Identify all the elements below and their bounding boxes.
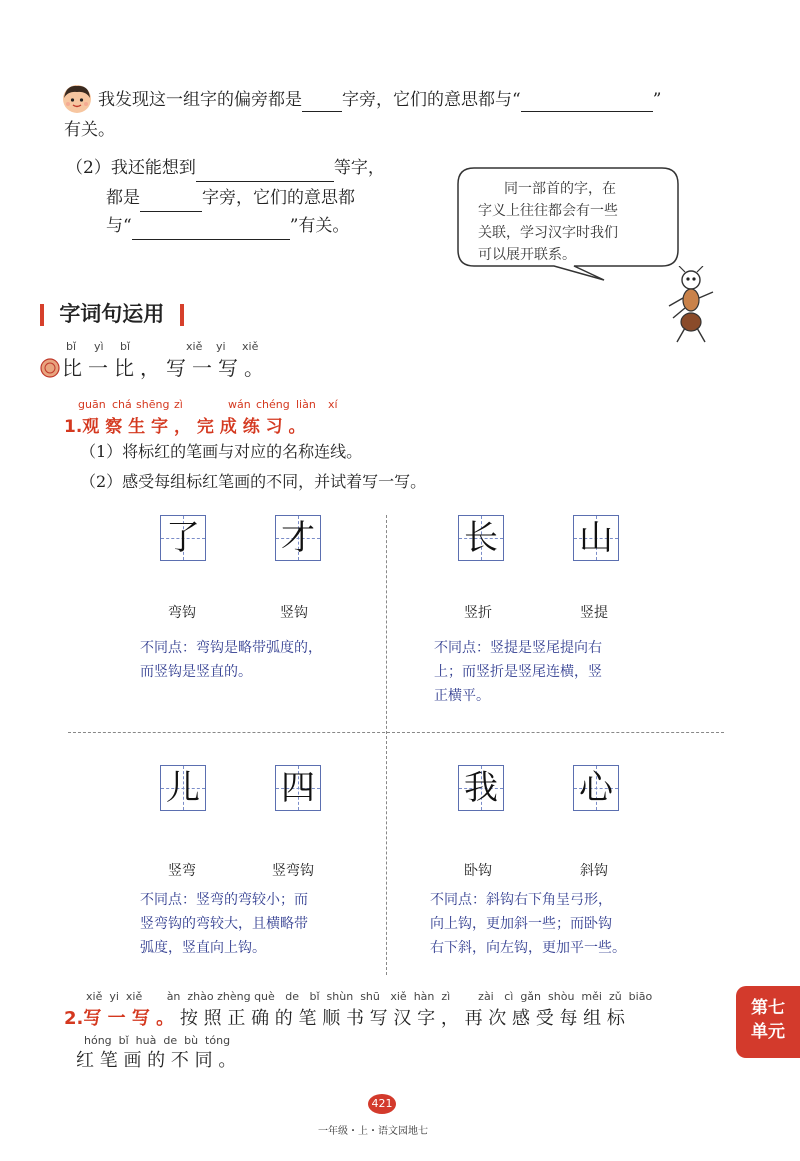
charbox-cai	[275, 515, 321, 561]
unit-tab-line1: 第七	[751, 998, 785, 1018]
intro-text-d: 有关。	[64, 120, 115, 140]
label-wogou[interactable]: 卧钩	[464, 863, 492, 879]
q2-line2-a: 都是	[106, 188, 140, 208]
char-cai: 才	[281, 518, 315, 558]
char-wo: 我	[464, 768, 498, 808]
blank-meaning-2[interactable]	[132, 221, 290, 240]
unit-tab-line2: 单元	[751, 1022, 785, 1042]
girl-avatar-icon	[62, 84, 92, 114]
seal-icon	[40, 358, 60, 378]
label-wangou[interactable]: 弯钩	[168, 605, 196, 621]
section-bar-left	[40, 304, 44, 326]
char-shan: 山	[579, 518, 613, 558]
bubble-line3: 关联，学习汉字时我们	[478, 225, 618, 241]
answer-group4-line1: 不同点：斜钩右下角呈弓形，	[430, 892, 612, 908]
bubble-line4: 可以展开联系。	[478, 247, 576, 263]
answer-group2-line1: 不同点：竖提是竖尾提向右	[434, 640, 602, 656]
grid-divider-vertical	[386, 515, 387, 975]
answer-group1	[140, 636, 322, 684]
charbox-wo	[458, 765, 504, 811]
charbox-xin	[573, 765, 619, 811]
intro-text-c: ”	[652, 90, 662, 110]
label-shugou[interactable]: 竖钩	[280, 605, 308, 621]
label-shuwan[interactable]: 竖弯	[168, 863, 196, 879]
charbox-er	[160, 765, 206, 811]
pinyin-lian: liàn	[296, 398, 316, 411]
answer-group3-line2: 竖弯钩的弯较大，且横略带	[140, 916, 308, 932]
char-le: 了	[166, 518, 200, 558]
q2-line3-b: ”有关。	[289, 216, 350, 236]
pinyin-cha: chá	[112, 398, 132, 411]
answer-group3-line1: 不同点：竖弯的弯较小；而	[140, 892, 308, 908]
q2-line2-b: 字旁，它们的意思都	[202, 188, 355, 208]
page-number: 421	[368, 1094, 396, 1114]
answer-group4-line3: 右下斜，向左钩，更加平一些。	[430, 940, 626, 956]
unit-tab[interactable]	[736, 986, 800, 1058]
pinyin-sheng: shēng	[136, 398, 170, 411]
pinyin-xie2: xiě	[242, 340, 259, 353]
intro-text-a: 我发现这一组字的偏旁都是	[98, 90, 302, 110]
section-title	[40, 298, 184, 328]
task2-title	[64, 1004, 625, 1030]
answer-group1-line2: 而竖钩是竖直的。	[140, 664, 252, 680]
answer-group2-line3: 正横平。	[434, 688, 490, 704]
q2-line1-b: 等字，	[333, 158, 385, 178]
task2-pinyin-line1: xiě yi xiě àn zhào zhèng què de bǐ shùn shū xiě hàn zì zài cì gǎn shòu měi zǔ biāo	[86, 990, 653, 1003]
pinyin-bi1: bǐ	[66, 340, 77, 353]
ant-mascot-icon	[655, 266, 719, 344]
answer-group4	[430, 888, 626, 960]
task2-title-red: 2.写 一 写 。	[64, 1008, 175, 1029]
answer-group3	[140, 888, 308, 960]
intro-line	[98, 88, 661, 112]
pinyin-wan: wán	[228, 398, 251, 411]
bubble-line2: 字义上往往都会有一些	[478, 203, 618, 219]
pinyin-xie1: xiě	[186, 340, 203, 353]
task1-sub2: （2）感受每组标红笔画的不同，并试着写一写。	[80, 472, 427, 491]
label-xiegou[interactable]: 斜钩	[580, 863, 608, 879]
section-title-text: 字词句运用	[59, 302, 165, 326]
blank-meaning[interactable]	[521, 93, 653, 112]
charbox-shan	[573, 515, 619, 561]
task1-sub1: （1）将标红的笔画与对应的名称连线。	[80, 442, 363, 461]
pinyin-bi2: bǐ	[120, 340, 131, 353]
answer-group4-line2: 向上钩，更加斜一些；而卧钩	[430, 916, 612, 932]
intro-text-b: 字旁，它们的意思都与“	[342, 90, 521, 110]
char-si: 四	[281, 768, 315, 808]
task2-pinyin-line2: hóng bǐ huà de bù tóng	[84, 1034, 231, 1047]
char-xin: 心	[579, 768, 613, 808]
grid-divider-horizontal	[68, 732, 724, 733]
pinyin-guan: guān	[78, 398, 106, 411]
q2-line3	[106, 212, 349, 240]
pinyin-xi: xí	[328, 398, 338, 411]
blank-radical-2[interactable]	[140, 193, 202, 212]
label-shuzhe[interactable]: 竖折	[464, 605, 492, 621]
page-footer: 一年级・上・语文园地七	[318, 1126, 428, 1137]
answer-group2	[434, 636, 602, 708]
q2-line3-a: 与“	[106, 216, 132, 236]
label-shuti[interactable]: 竖提	[580, 605, 608, 621]
answer-group1-line1: 不同点：弯钩是略带弧度的，	[140, 640, 322, 656]
charbox-chang	[458, 515, 504, 561]
pinyin-zi: zì	[174, 398, 183, 411]
q2-line1	[66, 154, 385, 182]
answer-group2-line2: 上；而竖折是竖尾连横，竖	[434, 664, 602, 680]
label-shuwangou[interactable]: 竖弯钩	[272, 863, 314, 879]
answer-group3-line3: 弧度，竖直向上钩。	[140, 940, 266, 956]
bubble-line1: 同一部首的字，在	[504, 181, 616, 197]
task2-title-rest: 按 照 正 确 的 笔 顺 书 写 汉 字 ， 再 次 感 受 每 组 标	[179, 1008, 625, 1029]
bubble-text	[478, 178, 668, 266]
section-bar-right	[180, 304, 184, 326]
char-chang: 长	[464, 518, 498, 558]
activity-title: 比一比，写一写。	[62, 356, 270, 380]
q2-line1-a: （2）我还能想到	[66, 158, 196, 178]
pinyin-cheng: chéng	[256, 398, 290, 411]
char-er: 儿	[166, 768, 200, 808]
task2-line2: 红 笔 画 的 不 同 。	[76, 1050, 237, 1071]
pinyin-yi2: yi	[216, 340, 226, 353]
pinyin-yi1: yì	[94, 340, 104, 353]
charbox-si	[275, 765, 321, 811]
charbox-le	[160, 515, 206, 561]
blank-radical[interactable]	[302, 93, 342, 112]
q2-line2	[106, 184, 355, 212]
blank-more-chars[interactable]	[196, 163, 334, 182]
task1-title: 1.观 察 生 字 ， 完 成 练 习 。	[64, 417, 306, 437]
